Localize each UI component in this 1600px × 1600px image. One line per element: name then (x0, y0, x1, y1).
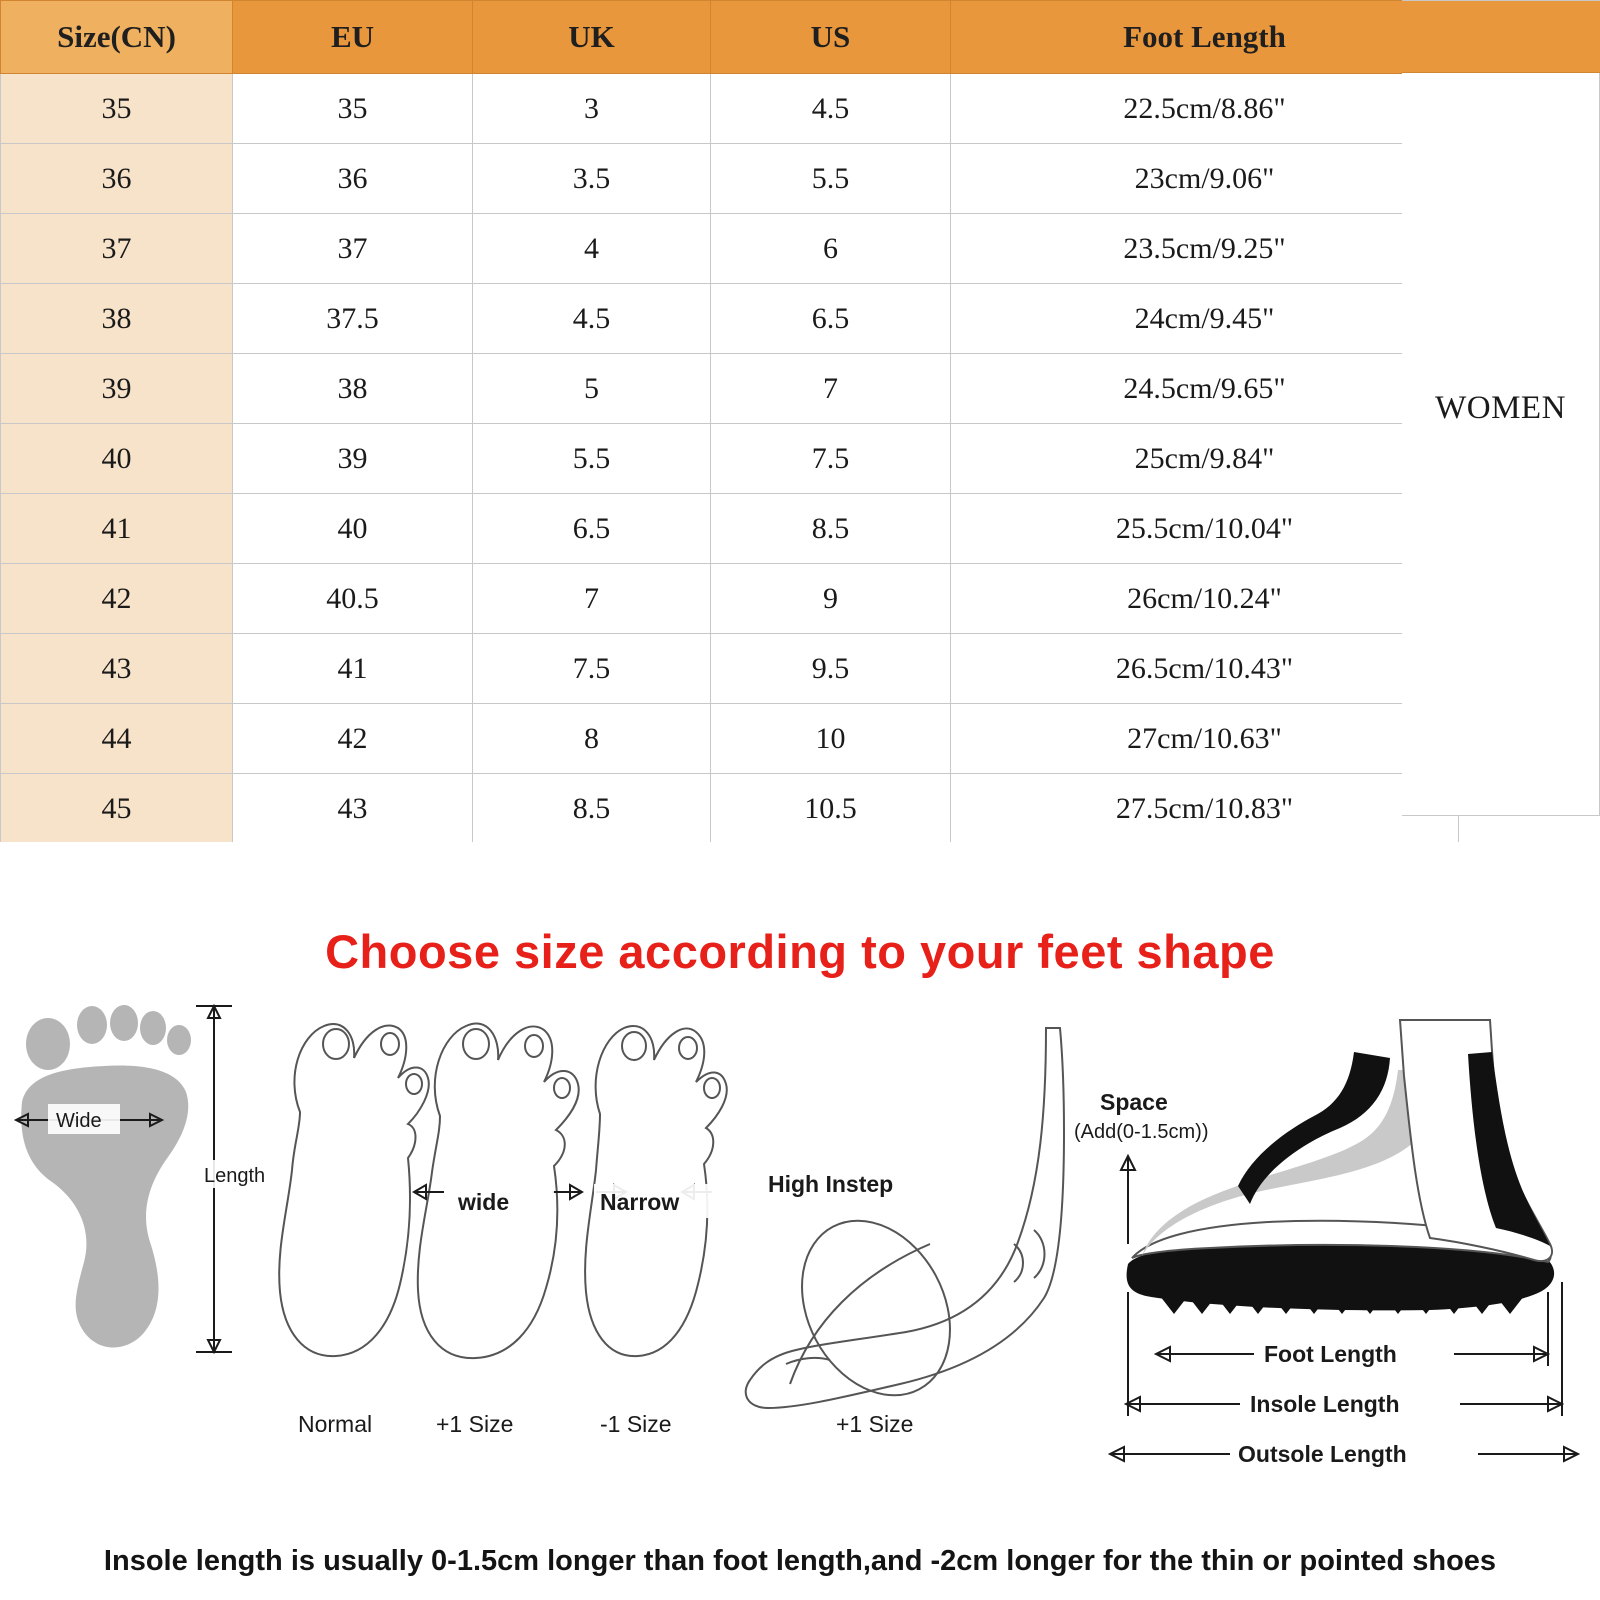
section-headline: Choose size according to your feet shape (325, 925, 1275, 978)
cell-foot-length: 23cm/9.06" (951, 144, 1459, 214)
cell-foot-length: 27.5cm/10.83" (951, 774, 1459, 844)
label-insole-length: Insole Length (1250, 1391, 1400, 1417)
cell-cn: 36 (1, 144, 233, 214)
cell-cn: 43 (1, 634, 233, 704)
table-row (1, 354, 1459, 424)
cell-cn: 39 (1, 354, 233, 424)
cell-uk: 5.5 (473, 424, 711, 494)
table-row (1, 634, 1459, 704)
feet-diagrams-svg (0, 992, 1600, 1522)
cell-eu: 40 (233, 494, 473, 564)
cell-foot-length: 25.5cm/10.04" (951, 494, 1459, 564)
cell-us: 7 (711, 354, 951, 424)
women-band-header-strip (1402, 1, 1600, 73)
cell-uk: 5 (473, 354, 711, 424)
cell-uk: 8 (473, 704, 711, 774)
cell-us: 10 (711, 704, 951, 774)
column-header-foot-length: Foot Length (951, 1, 1459, 74)
label-narrow-size: -1 Size (600, 1411, 672, 1437)
cell-us: 5.5 (711, 144, 951, 214)
table-row (1, 214, 1459, 284)
narrow-foot-diagram (585, 1026, 727, 1437)
cell-uk: 6.5 (473, 494, 711, 564)
cell-cn: 41 (1, 494, 233, 564)
column-header-us: US (711, 1, 951, 74)
cell-uk: 3 (473, 74, 711, 144)
label-wide-width: Wide (56, 1110, 102, 1132)
label-high-instep: High Instep (768, 1171, 894, 1197)
label-outsole-length: Outsole Length (1238, 1441, 1407, 1467)
footprint-measure-diagram (16, 1005, 292, 1352)
cell-cn: 37 (1, 214, 233, 284)
table-row (1, 494, 1459, 564)
size-table (0, 0, 1459, 844)
footer-note: Insole length is usually 0-1.5cm longer than foot length,and -2cm longer for the thin or pointed shoes (103, 1545, 1497, 1577)
cell-eu: 39 (233, 424, 473, 494)
normal-foot-diagram (279, 1024, 429, 1437)
cell-cn: 44 (1, 704, 233, 774)
table-row (1, 704, 1459, 774)
cell-foot-length: 24.5cm/9.65" (951, 354, 1459, 424)
table-row (1, 284, 1459, 354)
label-space-add: (Add(0-1.5cm)) (1074, 1121, 1209, 1143)
cell-eu: 38 (233, 354, 473, 424)
cell-foot-length: 25cm/9.84" (951, 424, 1459, 494)
cell-eu: 43 (233, 774, 473, 844)
women-label: WOMEN (1435, 389, 1566, 426)
table-body (1, 74, 1459, 844)
cell-foot-length: 24cm/9.45" (951, 284, 1459, 354)
cell-cn: 40 (1, 424, 233, 494)
table-header-row (1, 1, 1459, 74)
cell-uk: 7 (473, 564, 711, 634)
cell-uk: 7.5 (473, 634, 711, 704)
table-row (1, 144, 1459, 214)
cell-us: 7.5 (711, 424, 951, 494)
label-wide: wide (458, 1189, 510, 1215)
table-row (1, 564, 1459, 634)
cell-us: 6 (711, 214, 951, 284)
label-space: Space (1100, 1089, 1168, 1115)
cell-us: 8.5 (711, 494, 951, 564)
feet-shape-section (0, 842, 1600, 1600)
cell-eu: 36 (233, 144, 473, 214)
column-header-uk: UK (473, 1, 711, 74)
label-high-instep-size: +1 Size (836, 1411, 914, 1437)
cell-uk: 4.5 (473, 284, 711, 354)
cell-cn: 42 (1, 564, 233, 634)
cell-uk: 4 (473, 214, 711, 284)
wide-foot-diagram (414, 1024, 582, 1437)
cell-cn: 45 (1, 774, 233, 844)
cell-foot-length: 23.5cm/9.25" (951, 214, 1459, 284)
column-header-cn: Size(CN) (1, 1, 233, 74)
label-normal: Normal (298, 1411, 373, 1437)
shoe-cross-section-diagram (1074, 1020, 1578, 1470)
diagram-row (0, 992, 1600, 1522)
cell-foot-length: 27cm/10.63" (951, 704, 1459, 774)
cell-eu: 42 (233, 704, 473, 774)
cell-cn: 38 (1, 284, 233, 354)
table-row (1, 74, 1459, 144)
cell-foot-length: 22.5cm/8.86" (951, 74, 1459, 144)
cell-us: 4.5 (711, 74, 951, 144)
label-narrow: Narrow (600, 1189, 680, 1215)
column-header-eu: EU (233, 1, 473, 74)
label-length: Length (204, 1165, 266, 1187)
cell-eu: 41 (233, 634, 473, 704)
table-row (1, 424, 1459, 494)
cell-eu: 37 (233, 214, 473, 284)
label-wide-size: +1 Size (436, 1411, 514, 1437)
women-category-band (1402, 0, 1600, 816)
cell-foot-length: 26cm/10.24" (951, 564, 1459, 634)
cell-us: 9.5 (711, 634, 951, 704)
table-row (1, 774, 1459, 844)
cell-foot-length: 26.5cm/10.43" (951, 634, 1459, 704)
cell-eu: 40.5 (233, 564, 473, 634)
cell-uk: 8.5 (473, 774, 711, 844)
cell-cn: 35 (1, 74, 233, 144)
cell-us: 9 (711, 564, 951, 634)
cell-eu: 35 (233, 74, 473, 144)
label-foot-length: Foot Length (1264, 1341, 1397, 1367)
cell-eu: 37.5 (233, 284, 473, 354)
cell-us: 10.5 (711, 774, 951, 844)
cell-us: 6.5 (711, 284, 951, 354)
high-instep-diagram (746, 1028, 1064, 1437)
cell-uk: 3.5 (473, 144, 711, 214)
table-header (1, 1, 1459, 74)
